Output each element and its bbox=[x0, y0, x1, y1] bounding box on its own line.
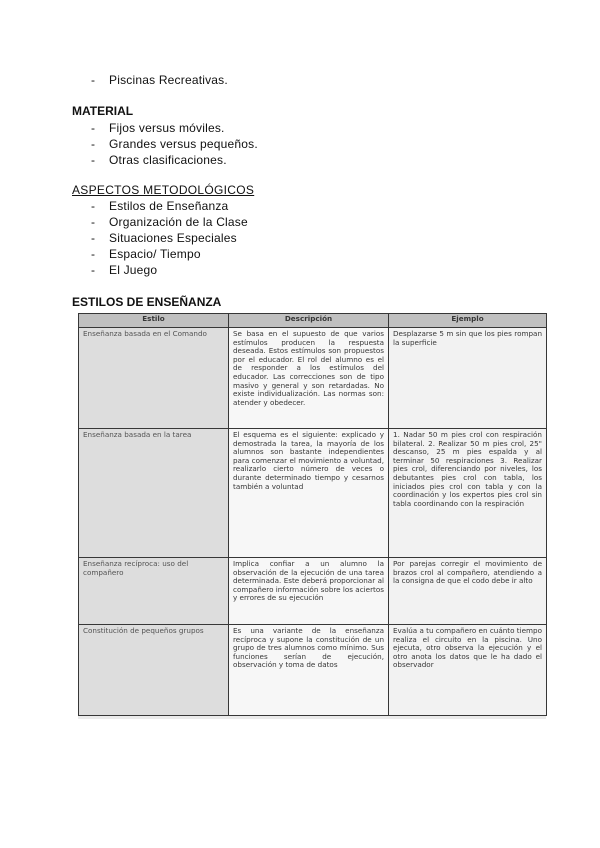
cell-descripcion: El esquema es el siguiente: explicado y demostrada la tarea, la mayoría de los alumnos son bastante independientes para comenzar el movimiento a voluntad, realizarlo cierto número de veces o durante determinado tiempo y cesarnos también a voluntad bbox=[229, 429, 389, 558]
cell-estilo: Constitución de pequeños grupos bbox=[79, 625, 229, 716]
table-row bbox=[79, 625, 547, 716]
header-ejemplo: Ejemplo bbox=[389, 314, 547, 328]
cell-descripcion: Es una variante de la enseñanza recíproca y supone la constitución de un grupo de tres alumnos como mínimo. Sus funciones serían de ejecución, observación y toma de datos bbox=[229, 625, 389, 716]
header-estilo: Estilo bbox=[79, 314, 229, 328]
scanned-table-image bbox=[78, 313, 546, 719]
top-list bbox=[72, 72, 228, 88]
table-header-row bbox=[79, 314, 547, 328]
aspectos-heading: ASPECTOS METODOLÓGICOS bbox=[72, 183, 255, 197]
list-item: - Otras clasificaciones. bbox=[72, 152, 258, 168]
list-item: - Grandes versus pequeños. bbox=[72, 136, 258, 152]
cell-estilo: Enseñanza basada en la tarea bbox=[79, 429, 229, 558]
aspectos-list bbox=[72, 198, 248, 278]
table-row bbox=[79, 429, 547, 558]
cell-descripcion: Implica confiar a un alumno la observación de la ejecución de una tarea determinada. Este deberá proporcionar al compañero información sobre los aciertos y errores de su ejecución bbox=[229, 558, 389, 625]
cell-ejemplo: Desplazarse 5 m sin que los pies rompan la superficie bbox=[389, 328, 547, 429]
estilos-table bbox=[78, 313, 547, 716]
list-item: - El Juego bbox=[72, 262, 248, 278]
estilos-heading: ESTILOS DE ENSEÑANZA bbox=[72, 295, 222, 309]
cell-estilo: Enseñanza recíproca: uso del compañero bbox=[79, 558, 229, 625]
list-item: - Fijos versus móviles. bbox=[72, 120, 258, 136]
cell-ejemplo: Evalúa a tu compañero en cuánto tiempo realiza el circuito en la piscina. Uno ejecuta, otro observa la ejecución y el otro anota los datos que le ha dado el observador bbox=[389, 625, 547, 716]
cell-descripcion: Se basa en el supuesto de que varios estímulos producen la respuesta deseada. Estos estímulos son propuestos por el educador. El rol del alumno es el de responder a los estímulos del educador. Las correcciones son de tipo masivo y general y son retardadas. No existe individualización. Las normas son: atender y obedecer. bbox=[229, 328, 389, 429]
cell-ejemplo: 1. Nadar 50 m pies crol con respiración bilateral. 2. Realizar 50 m pies crol, 25" descanso, 25 m pies espalda y al terminar 50 respiraciones 3. Realizar pies crol, diferenciando por niveles, los debutantes pies crol con tabla, los iniciados pies crol con tabla y con la coordinación y los expertos pies crol sin tabla coordinando con la respiración bbox=[389, 429, 547, 558]
list-item: - Espacio/ Tiempo bbox=[72, 246, 248, 262]
material-list bbox=[72, 120, 258, 168]
cell-ejemplo: Por parejas corregir el movimiento de brazos crol al compañero, atendiendo a la consigna de que el codo debe ir alto bbox=[389, 558, 547, 625]
list-item: - Situaciones Especiales bbox=[72, 230, 248, 246]
table-row bbox=[79, 558, 547, 625]
list-item: - Piscinas Recreativas. bbox=[72, 72, 228, 88]
table-row bbox=[79, 328, 547, 429]
list-item: - Estilos de Enseñanza bbox=[72, 198, 248, 214]
material-heading: MATERIAL bbox=[72, 104, 134, 118]
header-descripcion: Descripción bbox=[229, 314, 389, 328]
list-item: - Organización de la Clase bbox=[72, 214, 248, 230]
cell-estilo: Enseñanza basada en el Comando bbox=[79, 328, 229, 429]
